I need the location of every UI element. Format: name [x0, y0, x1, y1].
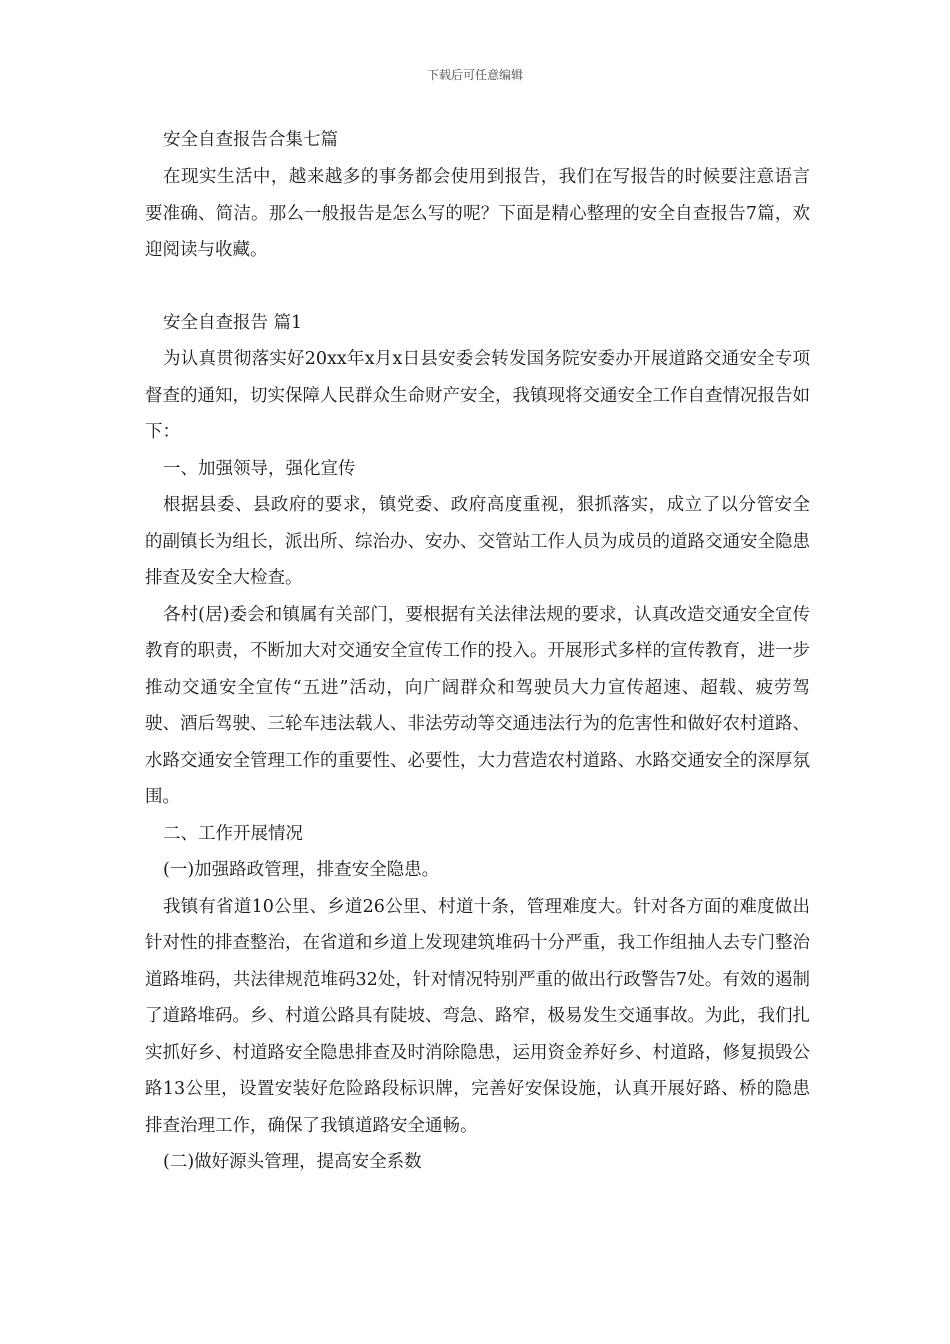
intro-paragraph: 在现实生活中，越来越多的事务都会使用到报告，我们在写报告的时候要注意语言要准确、简洁。那么一般报告是怎么写的呢？下面是精心整理的安全自查报告7篇，欢迎阅读与收藏。	[145, 167, 810, 260]
document-title: 安全自查报告合集七篇	[163, 130, 338, 150]
page-header: 下载后可任意编辑	[426, 68, 523, 82]
paragraph-3: 各村(居)委会和镇属有关部门，要根据有关法律法规的要求，认真改造交通安全宣传教育的职责，不断加大对交通安全宣传工作的投入。开展形式多样的宣传教育，进一步推动交通安全宣传“五进”活动，向广阔群众和驾驶员大力宣传超速、超载、疲劳驾驶、酒后驾驶、三轮车违法载人、非法劳动等交通违法行为的危害性和做好农村道路、水路交通安全管理工作的重要性、必要性，大力营造农村道路、水路交通安全的深厚氛围。	[145, 604, 810, 807]
section-title: 安全自查报告 篇1	[163, 312, 303, 333]
paragraph-4: 我镇有省道10公里、乡道26公里、村道十条，管理难度大。针对各方面的难度做出针对性的排查整治，在省道和乡道上发现建筑堆码十分严重，我工作组抽人去专门整治道路堆码，共法律规范堆码32处，针对情况特别严重的做出行政警告7处。有效的遏制了道路堆码。乡、村道公路具有陡坡、弯急、路窄，极易发生交通事故。为此，我们扎实抓好乡、村道路安全隐患排查及时消除隐患，运用资金养好乡、村道路，修复损毁公路13公里，设置安装好危险路段标识牌，完善好安保设施，认真开展好路、桥的隐患排查治理工作，确保了我镇道路安全通畅。	[145, 896, 810, 1136]
heading-1: 一、加强领导，强化宣传	[163, 458, 356, 479]
subheading-2-2: (二)做好源头管理，提高安全系数	[163, 1152, 422, 1172]
paragraph-1: 为认真贯彻落实好20xx年x月x日县安委会转发国务院安委办开展道路交通安全专项督查的通知，切实保障人民群众生命财产安全，我镇现将交通安全工作自查情况报告如下：	[145, 349, 810, 442]
heading-2: 二、工作开展情况	[163, 823, 303, 844]
paragraph-2: 根据县委、县政府的要求，镇党委、政府高度重视，狠抓落实，成立了以分管安全的副镇长为组长，派出所、综治办、安办、交管站工作人员为成员的道路交通安全隐患排查及安全大检查。	[145, 495, 810, 588]
subheading-2-1: (一)加强路政管理，排查安全隐患。	[163, 860, 440, 880]
spacer	[145, 269, 810, 305]
document-body	[145, 125, 810, 1181]
